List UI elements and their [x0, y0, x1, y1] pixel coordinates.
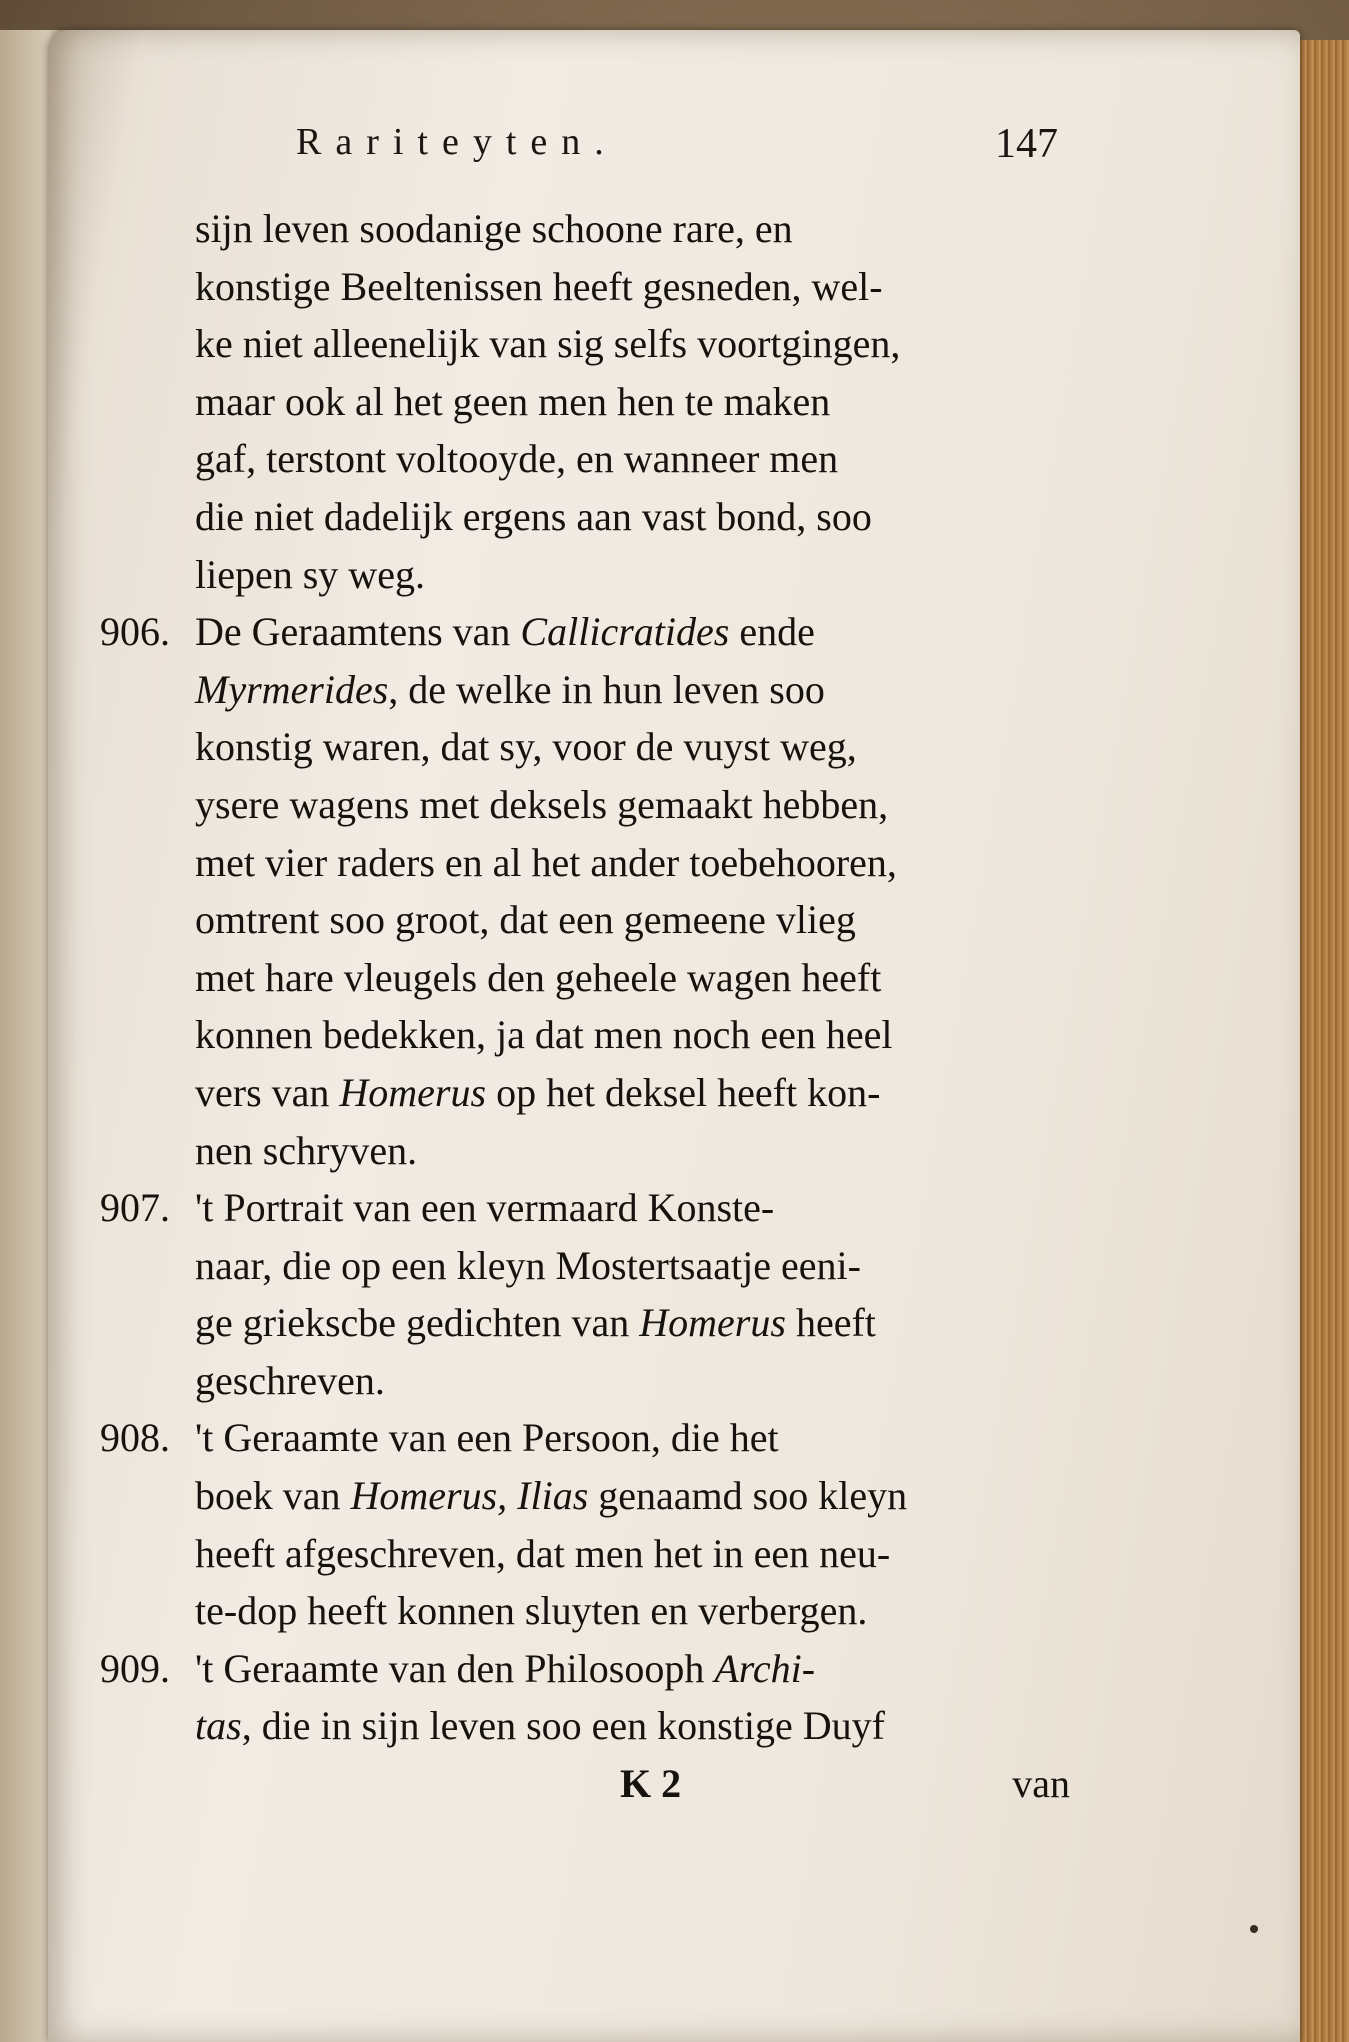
text-line [130, 776, 1070, 834]
italic-name: Myrmerides [195, 666, 389, 712]
text-line [130, 1006, 1070, 1064]
text-line [130, 1064, 1070, 1122]
text-run: nen schryven. [195, 1127, 418, 1173]
text-line [130, 1525, 1070, 1583]
text-line [130, 1697, 1070, 1755]
body-text [100, 200, 1070, 1755]
text-run: ysere wagens met deksels gemaakt hebben, [195, 781, 889, 827]
page-header [248, 120, 1058, 190]
text-line [100, 1179, 1070, 1237]
text-line [130, 258, 1070, 316]
text-run: 't Portrait van een vermaard Konste- [195, 1185, 775, 1231]
text-run: ende [729, 609, 815, 655]
text-line [130, 1122, 1070, 1180]
text-line [130, 949, 1070, 1007]
text-run: geschreven. [195, 1357, 385, 1403]
text-run: maar ook al het geen men hen te maken [195, 378, 831, 424]
text-line [130, 718, 1070, 776]
running-title: Rariteyten. [296, 121, 618, 163]
text-line [130, 315, 1070, 373]
text-run: genaamd soo kleyn [588, 1473, 908, 1519]
text-run: op het deksel heeft kon- [486, 1069, 881, 1115]
text-line [130, 1237, 1070, 1295]
text-line [130, 1582, 1070, 1640]
entry-number: 909. [100, 1645, 170, 1691]
italic-name: Homerus, Ilias [350, 1473, 589, 1519]
text-run: ge griekscbe gedichten van [195, 1300, 640, 1346]
text-run: , de welke in hun leven soo [388, 666, 825, 712]
italic-name: tas [195, 1703, 242, 1749]
signature-mark: K 2 [620, 1761, 682, 1806]
page-footer [130, 1760, 1070, 1820]
text-run: boek van [195, 1473, 351, 1519]
text-run: konstige Beeltenissen heeft gesneden, wel- [195, 263, 883, 309]
text-run: omtrent soo groot, dat een gemeene vlieg [195, 897, 856, 943]
text-run: konstig waren, dat sy, voor de vuyst weg, [195, 724, 857, 770]
text-run: met hare vleugels den geheele wagen heeft [195, 954, 882, 1000]
page-number: 147 [995, 121, 1058, 167]
text-run: liepen sy weg. [195, 551, 425, 597]
text-line [130, 1352, 1070, 1410]
text-line [100, 1640, 1070, 1698]
text-run: ke niet alleenelijk van sig selfs voortgingen, [195, 321, 901, 367]
text-line [130, 488, 1070, 546]
text-run: gaf, terstont voltooyde, en wanneer men [195, 436, 839, 482]
text-run: die niet dadelijk ergens aan vast bond, soo [195, 493, 872, 539]
text-line [130, 834, 1070, 892]
italic-name: Callicratides [520, 609, 730, 655]
text-run: met vier raders en al het ander toebehooren, [195, 839, 897, 885]
text-line [130, 891, 1070, 949]
text-line [130, 200, 1070, 258]
catchword: van [1012, 1761, 1070, 1806]
text-line [130, 1294, 1070, 1352]
text-run: vers van [195, 1069, 340, 1115]
italic-name: Homerus [639, 1300, 786, 1346]
entry-number: 907. [100, 1185, 170, 1231]
text-run: , die in sijn leven soo een konstige Duyf [241, 1703, 885, 1749]
text-run: 't Geraamte van een Persoon, die het [195, 1415, 779, 1461]
text-run: sijn leven soodanige schoone rare, en [195, 206, 793, 251]
text-run: naar, die op een kleyn Mostertsaatje eeni- [195, 1242, 861, 1288]
italic-name: Homerus [339, 1069, 487, 1115]
entry-number: 908. [100, 1415, 170, 1461]
text-run: konnen bedekken, ja dat men noch een heel [195, 1012, 893, 1058]
text-line [100, 1409, 1070, 1467]
text-run: heeft [785, 1300, 876, 1346]
text-run: te-dop heeft konnen sluyten en verbergen. [195, 1588, 868, 1634]
text-line [130, 661, 1070, 719]
text-line [100, 603, 1070, 661]
entry-number: 906. [100, 609, 170, 655]
text-line [130, 1467, 1070, 1525]
text-line [130, 373, 1070, 431]
text-run: heeft afgeschreven, dat men het in een neu- [195, 1530, 891, 1576]
text-line [130, 430, 1070, 488]
text-line [130, 546, 1070, 604]
ink-speck [1250, 1925, 1258, 1933]
italic-name: Archi- [714, 1645, 816, 1691]
text-run: De Geraamtens van [195, 609, 521, 655]
text-run: 't Geraamte van den Philosooph [195, 1645, 715, 1691]
